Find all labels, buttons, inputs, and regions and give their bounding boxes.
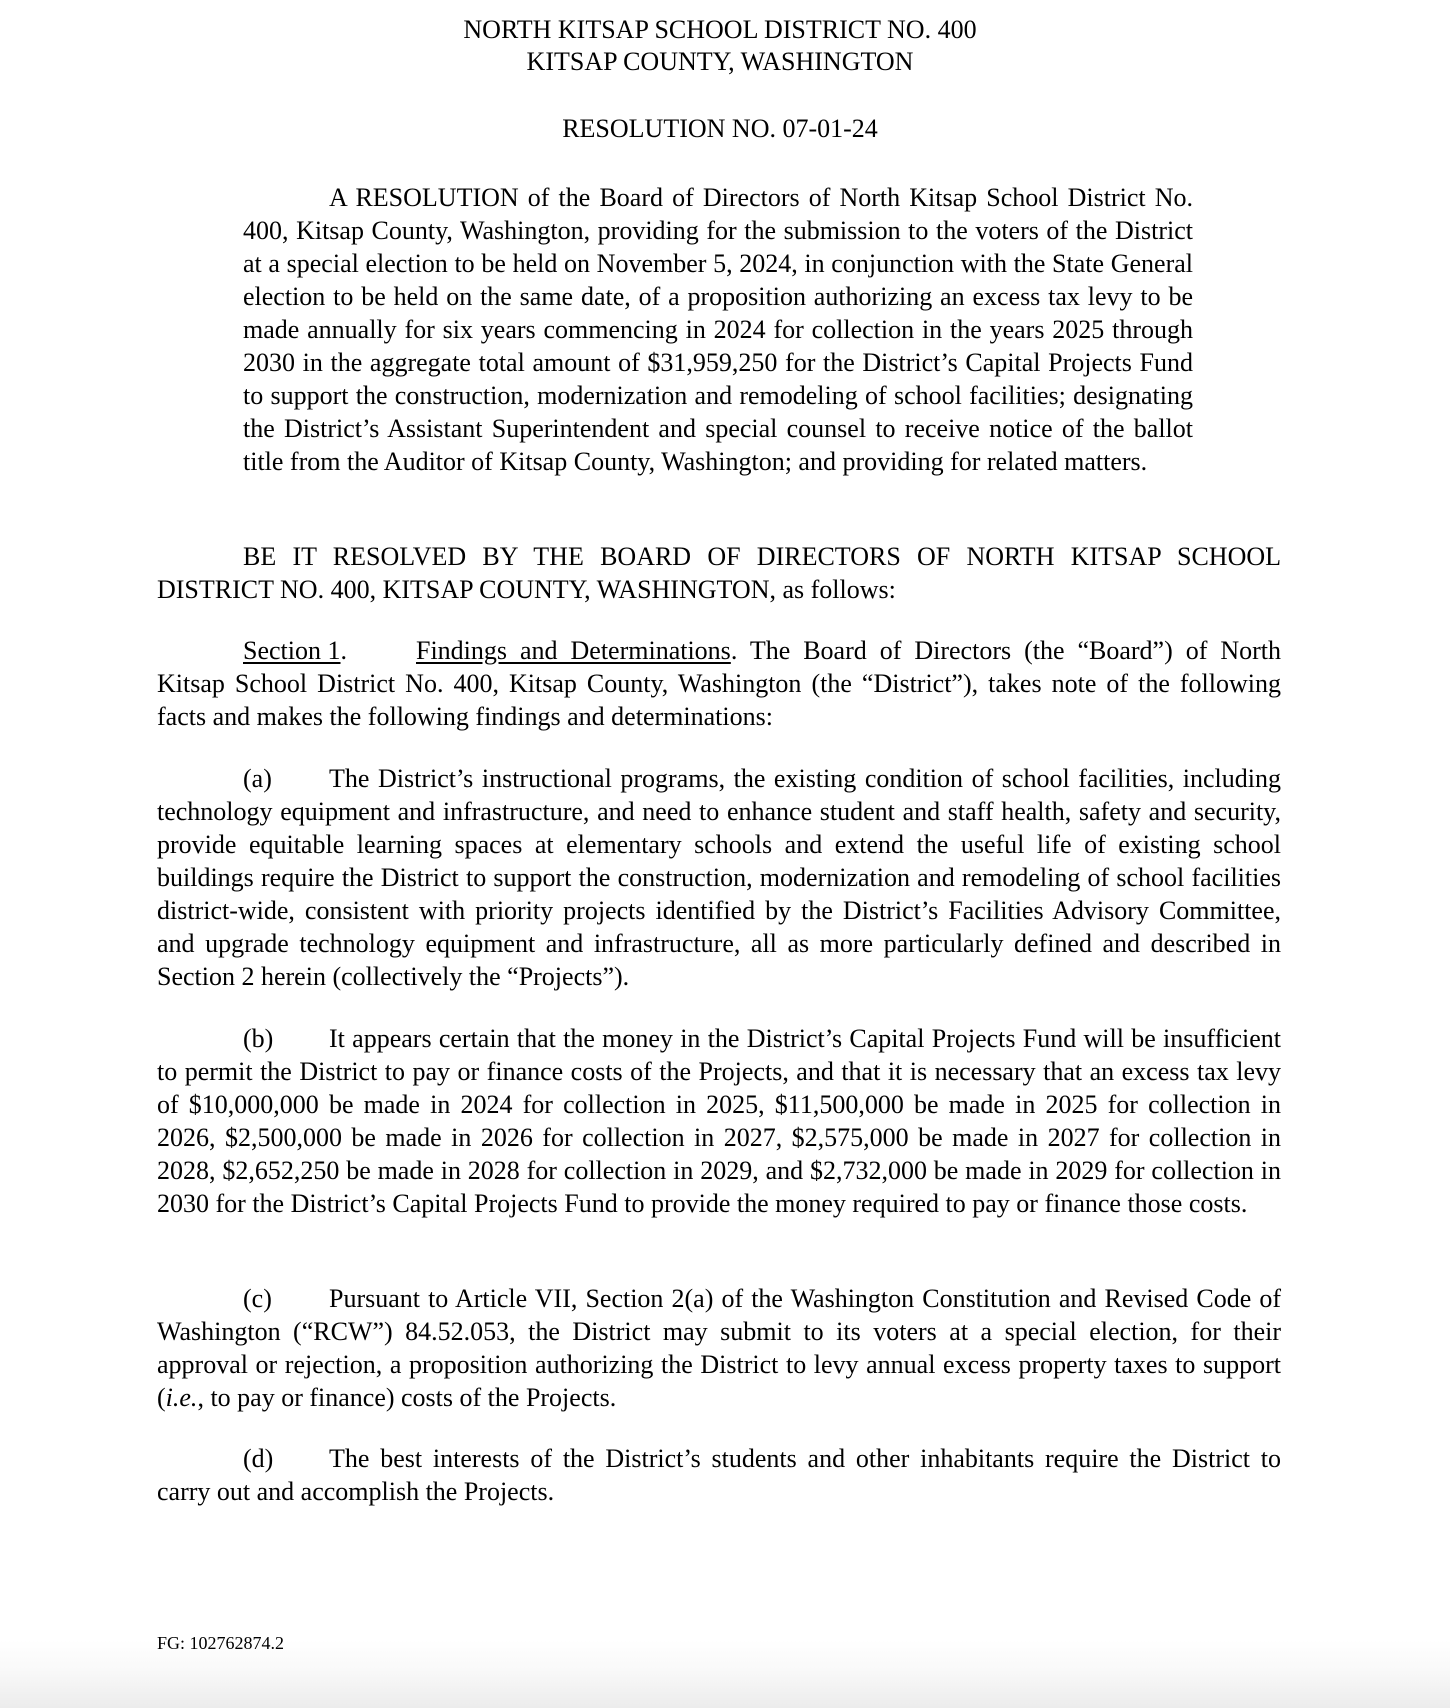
section-title-punct: . — [730, 636, 738, 665]
section-number-label: Section 1 — [243, 636, 341, 665]
section-number-punct: . — [340, 636, 347, 665]
district-name-heading: NORTH KITSAP SCHOOL DISTRICT NO. 400 — [463, 15, 977, 44]
resolution-preamble: A RESOLUTION of the Board of Directors of North Kitsap School District No. 400, Kitsap County, Washington, providing for the submission to the voters of the District at a special election to be held on November 5, 2024, in conjunction with the State General election to be held on the same date, of a proposition authorizing an excess tax levy to be made annually for six years commencing in 2024 for collection in the years 2025 through 2030 in the aggregate total amount of $31,959,250 for the District’s Capital Projects Fund to support the construction, modernization and remodeling of school facilities; designating the District’s Assistant Superintendent and special counsel to receive notice of the ballot title from the Auditor of Kitsap County, Washington; and providing for related matters. — [243, 183, 1193, 476]
finding-b — [157, 1022, 1281, 1220]
finding-label: (a) — [243, 764, 272, 793]
finding-text: The best interests of the District’s students and other inhabitants require the District to carry out and accomplish the Projects. — [157, 1444, 1281, 1506]
finding-c — [157, 1282, 1281, 1414]
section-intro-text: The Board of Directors (the “Board”) of North Kitsap School District No. 400, Kitsap County, Washington (the “District”), takes note of the following facts and makes the following findings and determinations: — [157, 636, 1282, 731]
finding-label: (c) — [243, 1284, 272, 1313]
county-heading: KITSAP COUNTY, WASHINGTON — [526, 47, 914, 76]
section-number — [243, 634, 416, 667]
document-id-footer: FG: 102762874.2 — [157, 1633, 285, 1653]
finding-label: (d) — [243, 1444, 274, 1473]
finding-italic-text: i.e. — [165, 1383, 198, 1412]
finding-label: (b) — [243, 1024, 274, 1053]
resolution-number: RESOLUTION NO. 07-01-24 — [562, 114, 878, 143]
finding-d — [157, 1442, 1281, 1508]
finding-text: The District’s instructional programs, the existing condition of school facilities, including technology equipment and infrastructure, and need to enhance student and staff health, safety and security, provide equitable learning spaces at elementary schools and extend the useful life of existing school buildings require the District to support the construction, modernization and remodeling of school facilities district-wide, consistent with priority projects identified by the District’s Facilities Advisory Committee, and upgrade technology equipment and infrastructure, all as more particularly defined and described in Section 2 herein (collectively the “Projects”). — [157, 764, 1281, 991]
finding-a — [157, 762, 1281, 993]
section-title: Findings and Determinations — [416, 636, 731, 665]
finding-text-continued: , to pay or finance) costs of the Projects. — [197, 1383, 617, 1412]
section-1-intro — [157, 634, 1281, 733]
finding-text: Pursuant to Article VII, Section 2(a) of the Washington Constitution and Revised Code of Washington (“RCW”) 84.52.053, the District may submit to its voters at a special election, for their approval or rejection, a proposition authorizing the District to levy annual excess property taxes to support ( — [157, 1284, 1281, 1412]
finding-text: It appears certain that the money in the District’s Capital Projects Fund will be insufficient to permit the District to pay or finance costs of the Projects, and that it is necessary that an excess tax levy of $10,000,000 be made in 2024 for collection in 2025, $11,500,000 be made in 2025 for collection in 2026, $2,500,000 be made in 2026 for collection in 2027, $2,575,000 be made in 2027 for collection in 2028, $2,652,250 be made in 2028 for collection in 2029, and $2,732,000 be made in 2029 for collection in 2030 for the District’s Capital Projects Fund to provide the money required to pay or finance those costs. — [157, 1024, 1281, 1218]
be-it-resolved-paragraph: BE IT RESOLVED BY THE BOARD OF DIRECTORS OF NORTH KITSAP SCHOOL DISTRICT NO. 400, KITSAP COUNTY, WASHINGTON, as follows: — [157, 542, 1281, 604]
